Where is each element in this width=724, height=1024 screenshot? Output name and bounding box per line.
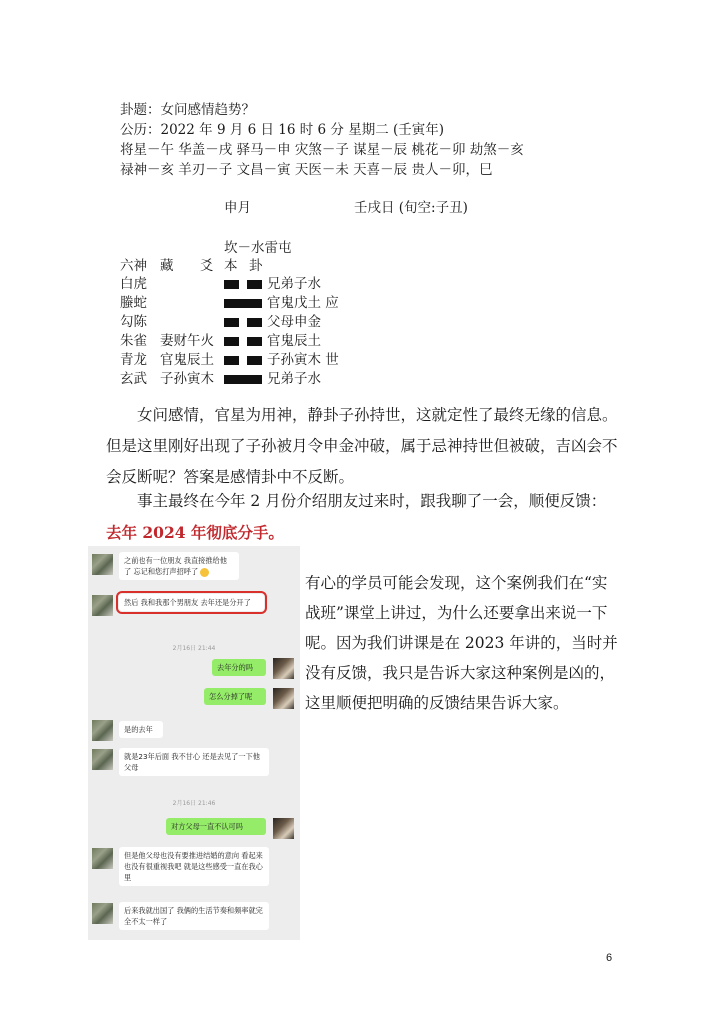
yin-segment	[247, 337, 262, 346]
cang-fu: 官鬼辰土	[160, 352, 214, 368]
chat-message-sent: 怎么分掉了呢	[204, 688, 266, 705]
yao-line	[224, 299, 262, 308]
chat-message-received: 就是23年后面 我不甘心 还是去见了一下他父母	[119, 748, 269, 776]
yao-line	[224, 318, 262, 327]
calendar-line: 公历：2022 年 9 月 6 日 16 时 6 分 星期二 (壬寅年)	[120, 122, 445, 138]
yin-segment	[224, 318, 239, 327]
page-number: 6	[606, 952, 613, 964]
yao-desc: 父母申金	[267, 314, 321, 330]
chat-timestamp: 2月16日 21:46	[172, 800, 216, 807]
yin-segment	[247, 318, 262, 327]
cang-fu: 子孙寅木	[160, 371, 214, 387]
yang-segment	[224, 375, 262, 384]
liushen: 青龙	[120, 352, 147, 368]
yin-segment	[247, 280, 262, 289]
yang-segment	[224, 299, 262, 308]
self-avatar	[273, 818, 294, 839]
yao-line	[224, 337, 262, 346]
stars-line-2: 禄神－亥 羊刃－子 文昌－寅 天医－未 天喜－辰 贵人－卯，巳	[120, 162, 493, 178]
yao-line	[224, 375, 262, 384]
analysis-paragraph: 女问感情，官星为用神，静卦子孙持世，这就定性了最终无缘的信息。但是这里刚好出现了子孙被月令申金冲破，属于忌神持世但被破，吉凶会不会反断呢？答案是感情卦中不反断。	[106, 406, 618, 486]
yao-desc: 官鬼辰土	[267, 333, 321, 349]
yao-line	[224, 280, 262, 289]
contact-avatar	[92, 720, 113, 741]
col-cang: 藏	[160, 258, 174, 274]
divination-title: 卦题：女问感情趋势？	[120, 102, 255, 118]
self-avatar	[273, 688, 294, 709]
yao-desc: 子孙寅木 世	[267, 352, 339, 368]
feedback-text: 事主最终在今年 2 月份介绍朋友过来时，跟我聊了一会，顺便反馈：	[137, 492, 607, 510]
chat-message-received: 是的去年	[119, 721, 163, 738]
contact-avatar	[92, 903, 113, 924]
self-avatar	[273, 658, 294, 679]
col-liushen: 六神	[120, 258, 147, 274]
col-ben: 本	[224, 258, 238, 274]
chat-timestamp: 2月16日 21:44	[172, 645, 216, 652]
smile-emoji-icon	[200, 568, 209, 577]
contact-avatar	[92, 749, 113, 770]
yin-segment	[224, 337, 239, 346]
feedback-highlight: 去年 2024 年彻底分手。	[106, 523, 284, 542]
chat-message-sent: 对方父母一直不认可吗	[166, 818, 266, 835]
yao-line	[224, 356, 262, 365]
gua-name: 坎－水雷屯	[224, 240, 292, 256]
month-label: 申月	[224, 200, 251, 216]
stars-line-1: 将星－午 华盖－戌 驿马－申 灾煞－子 谋星－辰 桃花－卯 劫煞－亥	[120, 142, 524, 158]
liushen: 白虎	[120, 276, 147, 292]
yao-desc: 兄弟子水	[267, 276, 321, 292]
cang-fu: 妻财午火	[160, 333, 214, 349]
chat-message-received: 后来我就出国了 我俩的生活节奏和频率就完全不太一样了	[119, 902, 269, 930]
contact-avatar	[92, 848, 113, 869]
liushen: 玄武	[120, 371, 147, 387]
chat-message-sent: 去年分的吗	[212, 659, 266, 676]
chat-message-received: 但是他父母也没有要推进结婚的意向 看起来也没有很重视我吧 就是这些感受一直在我心里	[119, 847, 269, 886]
liushen: 勾陈	[120, 314, 147, 330]
contact-avatar	[92, 595, 113, 616]
chat-message-received	[119, 552, 239, 580]
yin-segment	[224, 280, 239, 289]
liushen: 螣蛇	[120, 295, 147, 311]
yao-desc: 兄弟子水	[267, 371, 321, 387]
yin-segment	[224, 356, 239, 365]
message-text: 之前也有一位朋友 我直接推给他了 忘记和您打声招呼了	[124, 556, 227, 576]
yao-desc: 官鬼戊土 应	[267, 295, 339, 311]
day-label: 壬戌日 (旬空:子丑)	[354, 200, 468, 216]
explanation-paragraph: 有心的学员可能会发现，这个案例我们在“实战班”课堂上讲过，为什么还要拿出来说一下呢。因为我们讲课是在 2023 年讲的，当时并没有反馈，我只是告诉大家这种案例是凶的，这里顺便把明确的反馈结果告诉大家。	[305, 574, 618, 712]
chat-screenshot	[88, 546, 300, 940]
contact-avatar	[92, 554, 113, 575]
liushen: 朱雀	[120, 333, 147, 349]
col-gua: 卦	[249, 258, 263, 274]
col-yao: 爻	[200, 258, 214, 274]
feedback-paragraph	[106, 486, 618, 549]
yin-segment	[247, 356, 262, 365]
chat-message-highlighted: 然后 我和我那个男朋友 去年还是分开了	[119, 594, 264, 611]
